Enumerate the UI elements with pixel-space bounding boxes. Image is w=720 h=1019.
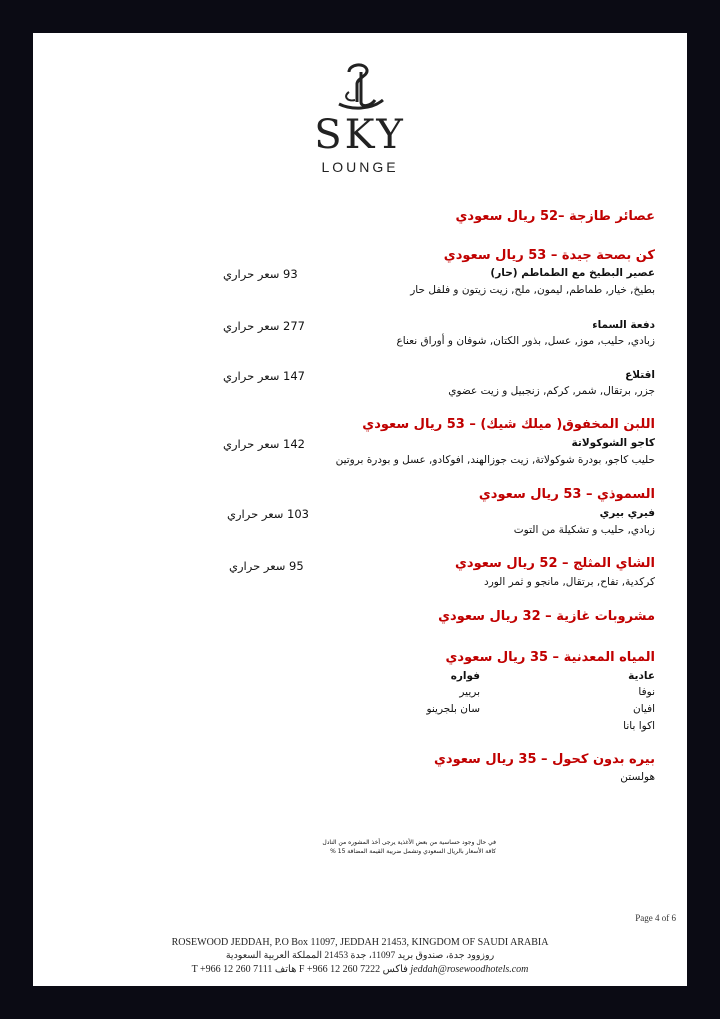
item-watermelon-name: عصير البطيخ مع الطماطم (حار) (490, 267, 655, 279)
section-soft-drinks: مشروبات غازية – 32 ريال سعودي (438, 609, 655, 624)
item-takeoff-calories: 147 سعر حراري (223, 369, 305, 383)
vat-note: كافة الأسعار بالريال السعودي وتشمل ضريبة القيمة المضافة 15 % (330, 848, 496, 855)
section-fresh-juices: عصائر طازجة –52 ريال سعودي (455, 209, 655, 224)
item-sky-boost-name: دفعة السماء (592, 319, 655, 331)
section-water: المياه المعدنية – 35 ريال سعودي (445, 650, 655, 665)
footer-fax: F +966 12 260 7222 فاكس (298, 964, 408, 975)
footer-phone: T +966 12 260 7111 هاتف (191, 964, 297, 975)
item-cashew-name: كاجو الشوكولاتة (571, 437, 655, 449)
footer-address-en: ROSEWOOD JEDDAH, P.O Box 11097, JEDDAH 21453, KINGDOM OF SAUDI ARABIA (171, 937, 549, 948)
section-iced-tea: الشاي المثلج – 52 ريال سعودي (454, 556, 655, 571)
brand-name: SKY (314, 112, 406, 158)
footer-contact (33, 964, 687, 975)
item-cashew-calories: 142 سعر حراري (223, 437, 305, 451)
water-still-label: عادية (628, 670, 655, 682)
water-sparkling-2: سان بلجرينو (426, 703, 480, 715)
water-still-1: نوفا (638, 686, 655, 698)
allergy-note: في حال وجود حساسية من بعض الأغذية يرجى أخذ المشوره من النادل (322, 839, 496, 846)
item-sky-boost-desc: زبادي, حليب, موز, عسل, بذور الكتان, شوفان و أوراق نعناع (396, 335, 655, 347)
item-watermelon-calories: 93 سعر حراري (223, 267, 298, 281)
water-sparkling-1: بريير (459, 686, 480, 698)
section-milkshake: اللبن المخفوق( ميلك شيك) – 53 ريال سعودي (362, 417, 655, 432)
section-smoothie: السموذي – 53 ريال سعودي (478, 487, 655, 502)
menu-page (33, 33, 687, 986)
item-iced-tea-calories: 95 سعر حراري (229, 559, 304, 573)
item-sky-boost-calories: 277 سعر حراري (223, 319, 305, 333)
beer-brand: هولستن (620, 771, 655, 783)
item-iced-tea-desc: كركدية, تفاح, برتقال, مانجو و ثمر الورد (484, 576, 655, 588)
item-watermelon-desc: بطيخ, خيار, طماطم, ليمون, ملح, زيت زيتون و فلفل حار (410, 284, 655, 296)
brand-subtitle: LOUNGE (321, 159, 399, 175)
water-still-3: اكوا بانا (623, 720, 655, 732)
item-takeoff-desc: جزر, برتقال, شمر, كركم, زنجبيل و زيت عضوي (448, 385, 655, 397)
footer-address-ar: روزوود جدة، صندوق بريد 11097، جدة 21453 المملكة العربية السعودية (225, 951, 495, 961)
water-still-2: افيان (632, 703, 655, 715)
section-beer: بيره بدون كحول – 35 ريال سعودي (433, 752, 655, 767)
footer-email[interactable]: jeddah@rosewoodhotels.com (410, 964, 529, 975)
water-sparkling-label: فواره (450, 670, 480, 682)
item-very-berry-calories: 103 سعر حراري (227, 507, 309, 521)
section-healthy: كن بصحة جيدة – 53 ريال سعودي (443, 248, 655, 263)
item-very-berry-desc: زبادي, حليب و تشكيلة من التوت (513, 524, 655, 536)
item-very-berry-name: فيري بيري (599, 507, 655, 519)
item-takeoff-name: اقتلاع (625, 369, 655, 381)
page-number: Page 4 of 6 (635, 913, 676, 923)
item-cashew-desc: حليب كاجو, بودرة شوكولاتة, زيت جوزالهند, افوكادو, عسل و بودرة بروتين (335, 454, 655, 466)
sky-lounge-logo-icon (335, 62, 387, 112)
